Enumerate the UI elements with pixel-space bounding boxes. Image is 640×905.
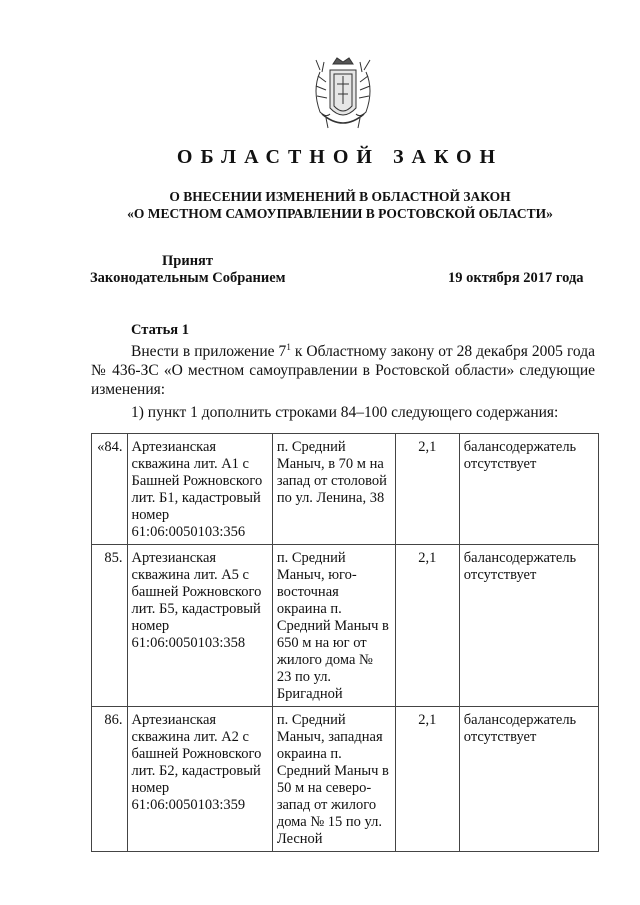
- table-row: [92, 545, 599, 707]
- adopting-body: Законодательным Собранием: [90, 270, 286, 286]
- object-description: Артезианская скважина лит. А5 с башней Рожновского лит. Б5, кадастровый номер 61:06:0050103:358: [127, 545, 272, 707]
- coat-of-arms-icon: [308, 56, 378, 136]
- amendment-point: 1) пункт 1 дополнить строками 84–100 следующего содержания:: [131, 404, 559, 421]
- article-intro-paragraph: [91, 342, 595, 399]
- law-subtitle: [0, 188, 640, 222]
- object-description: Артезианская скважина лит. А1 с Башней Рожновского лит. Б1, кадастровый номер 61:06:0050103:356: [127, 434, 272, 545]
- object-value: 2,1: [395, 434, 459, 545]
- article-title: Статья 1: [131, 322, 189, 338]
- subtitle-line-1: О ВНЕСЕНИИ ИЗМЕНЕНИЙ В ОБЛАСТНОЙ ЗАКОН: [169, 189, 511, 204]
- balance-holder: балансодержатель отсутствует: [459, 707, 598, 852]
- object-location: п. Средний Маныч, юго-восточная окраина п. Средний Маныч в 650 м на юг от жилого дома № 23 по ул. Бригадной: [272, 545, 395, 707]
- row-number: 85.: [92, 545, 128, 707]
- object-value: 2,1: [395, 707, 459, 852]
- balance-holder: балансодержатель отсутствует: [459, 545, 598, 707]
- balance-holder: балансодержатель отсутствует: [459, 434, 598, 545]
- amendment-table: [91, 433, 599, 852]
- intro-text-end: к Областному закону от 28 декабря 2005 года № 436-ЗС «О местном самоуправлении в Ростовской области» следующие изменения:: [91, 343, 595, 398]
- subtitle-line-2: «О МЕСТНОМ САМОУПРАВЛЕНИИ В РОСТОВСКОЙ ОБЛАСТИ»: [127, 206, 553, 221]
- adopted-by: [90, 253, 286, 287]
- intro-text-start: Внести в приложение 7: [131, 343, 287, 360]
- intro-superscript: 1: [286, 342, 291, 352]
- object-location: п. Средний Маныч, в 70 м на запад от столовой по ул. Ленина, 38: [272, 434, 395, 545]
- table-row: [92, 434, 599, 545]
- row-number: 86.: [92, 707, 128, 852]
- document-type-title: ОБЛАСТНОЙ ЗАКОН: [176, 146, 504, 168]
- adoption-date: 19 октября 2017 года: [448, 270, 584, 286]
- table-row: [92, 707, 599, 852]
- object-value: 2,1: [395, 545, 459, 707]
- object-location: п. Средний Маныч, западная окраина п. Средний Маныч в 50 м на северо-запад от жилого дома № 15 по ул. Лесной: [272, 707, 395, 852]
- adopted-word: Принят: [162, 253, 214, 269]
- row-number: «84.: [92, 434, 128, 545]
- object-description: Артезианская скважина лит. А2 с башней Рожновского лит. Б2, кадастровый номер 61:06:0050103:359: [127, 707, 272, 852]
